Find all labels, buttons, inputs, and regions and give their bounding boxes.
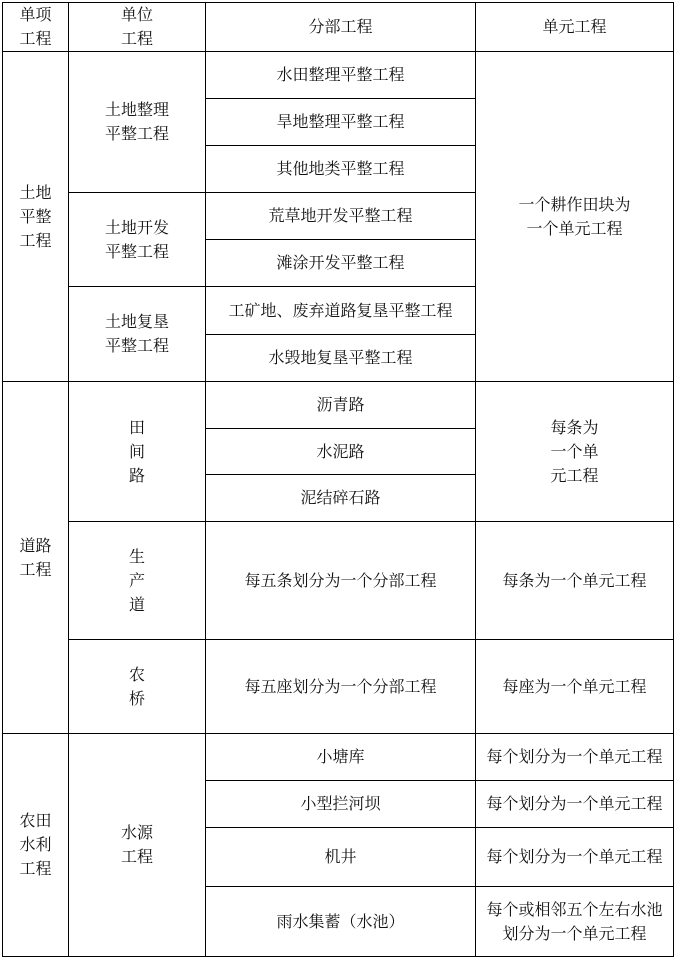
element-cell: 每个划分为一个单元工程 <box>476 781 674 828</box>
header-element: 单元工程 <box>476 3 674 52</box>
part-cell: 工矿地、废弃道路复垦平整工程 <box>206 287 476 335</box>
unit-road-1: 田间路 <box>69 382 206 522</box>
table-row <box>3 734 674 781</box>
item-road: 道路 工程 <box>3 382 69 734</box>
header-item: 单项 工程 <box>3 3 69 52</box>
unit-road-2: 生产道 <box>69 522 206 640</box>
part-cell: 小塘库 <box>206 734 476 781</box>
item-water: 农田 水利 工程 <box>3 734 69 957</box>
part-cell: 滩涂开发平整工程 <box>206 240 476 287</box>
part-cell: 泥结碎石路 <box>206 475 476 522</box>
part-cell: 其他地类平整工程 <box>206 146 476 193</box>
part-cell: 每五座划分为一个分部工程 <box>206 640 476 734</box>
part-cell: 机井 <box>206 828 476 887</box>
unit-road-3: 农桥 <box>69 640 206 734</box>
part-cell: 每五条划分为一个分部工程 <box>206 522 476 640</box>
part-cell: 水泥路 <box>206 429 476 475</box>
part-cell: 雨水集蓄（水池） <box>206 887 476 957</box>
table-row <box>3 522 674 640</box>
unit-land-3: 土地复垦 平整工程 <box>69 287 206 382</box>
element-road-3: 每座为一个单元工程 <box>476 640 674 734</box>
unit-land-2: 土地开发 平整工程 <box>69 193 206 287</box>
element-cell: 每个划分为一个单元工程 <box>476 734 674 781</box>
header-row <box>3 3 674 52</box>
part-cell: 沥青路 <box>206 382 476 429</box>
header-part: 分部工程 <box>206 3 476 52</box>
table-row <box>3 52 674 99</box>
part-cell: 旱地整理平整工程 <box>206 99 476 146</box>
element-cell: 每个或相邻五个左右水池划分为一个单元工程 <box>476 887 674 957</box>
element-cell: 每个划分为一个单元工程 <box>476 828 674 887</box>
part-cell: 水毁地复垦平整工程 <box>206 335 476 382</box>
element-road-1: 每条为 一个单 元工程 <box>476 382 674 522</box>
part-cell: 荒草地开发平整工程 <box>206 193 476 240</box>
header-unit: 单位 工程 <box>69 3 206 52</box>
table-row <box>3 640 674 734</box>
unit-land-1: 土地整理 平整工程 <box>69 52 206 193</box>
unit-water: 水源 工程 <box>69 734 206 957</box>
element-road-2: 每条为一个单元工程 <box>476 522 674 640</box>
table-row <box>3 382 674 429</box>
element-land: 一个耕作田块为 一个单元工程 <box>476 52 674 382</box>
part-cell: 水田整理平整工程 <box>206 52 476 99</box>
part-cell: 小型拦河坝 <box>206 781 476 828</box>
division-table <box>2 2 674 957</box>
item-land: 土地 平整 工程 <box>3 52 69 382</box>
